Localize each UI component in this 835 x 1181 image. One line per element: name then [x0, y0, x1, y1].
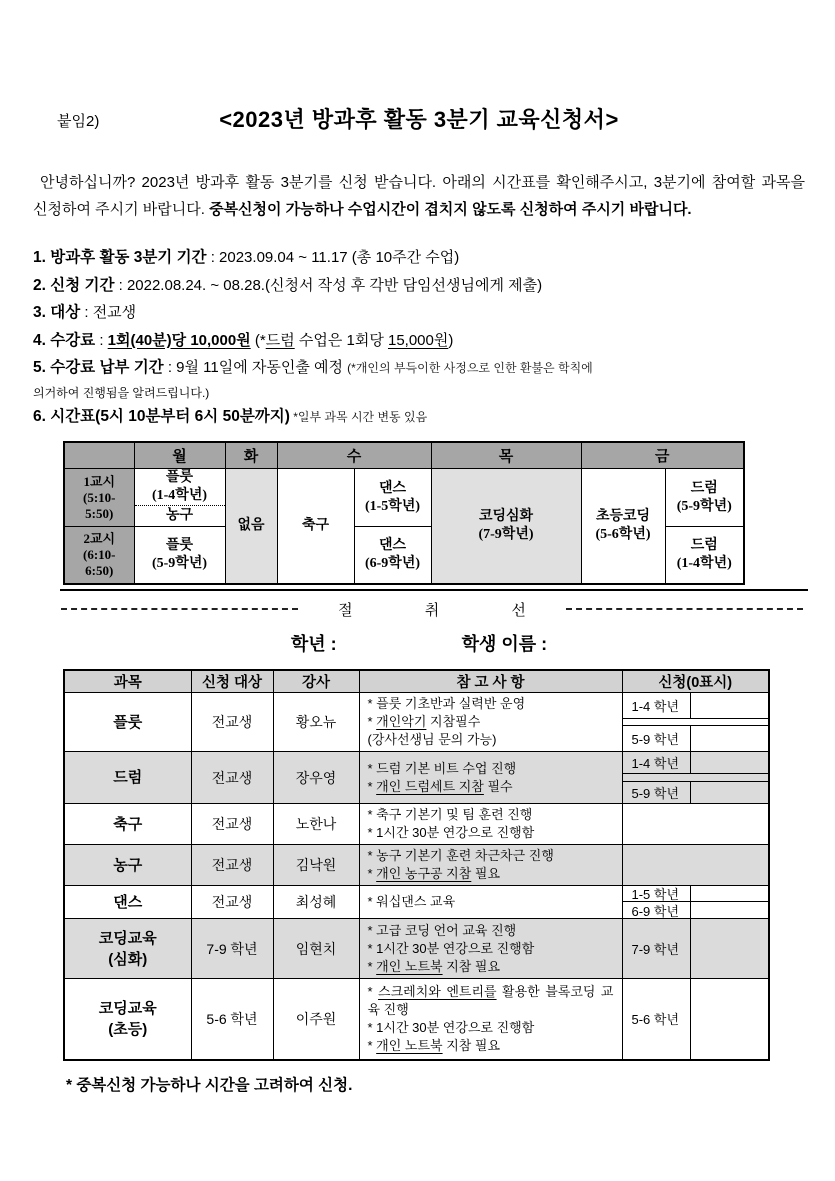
apply-cell-basketball — [622, 845, 769, 886]
cell-dance-6-9: 댄스 (6-9학년) — [354, 527, 431, 584]
cell-wed-soccer: 축구 — [277, 469, 354, 584]
application-table-header — [64, 670, 769, 693]
cell-drum-1-4: 드럼 (1-4학년) — [665, 527, 744, 584]
row-coding-elementary: 코딩교육 (초등) 5-6 학년 이주원 * 스크레치와 엔트리를 활용한 블록코딩 교육 진행 * 1시간 30분 연강으로 진행함 * 개인 노트북 지참 필요 5-6 학년 — [64, 979, 769, 1060]
apply-row-drum-5-9: 5-9 학년 — [623, 781, 769, 803]
notes-dance: * 워십댄스 교육 — [359, 886, 622, 919]
cell-fri-coding-elem: 초등코딩 (5-6학년) — [581, 469, 665, 584]
info-list — [33, 244, 805, 431]
info-item-target: 3. 대상 : 전교생 — [33, 304, 137, 321]
apply-checkbox-dance-6-9 — [691, 902, 769, 918]
cut-line-label: 절 취 선 — [338, 601, 560, 619]
timetable — [63, 441, 745, 585]
apply-row-dance-1-5: 1-5 학년 — [623, 886, 769, 902]
apply-cell-coding-advanced — [622, 919, 769, 979]
apply-cell-drum — [622, 752, 769, 804]
col-header-notes: 참 고 사 항 — [359, 670, 622, 693]
cell-dance-1-5: 댄스 (1-5학년) — [354, 469, 431, 527]
info-item-apply-period: 2. 신청 기간 : 2022.08.24. ~ 08.28.(신청서 작성 후 각반 담임선생님에게 제출) — [33, 276, 543, 294]
grade-field-label: 학년 : — [290, 633, 337, 654]
notes-coding-advanced: * 고급 코딩 언어 교육 진행 * 1시간 30분 연강으로 진행함 * 개인 노트북 지참 필요 — [359, 919, 622, 979]
apply-checkbox-drum-5-9 — [691, 782, 769, 803]
day-header-fri: 금 — [581, 442, 744, 469]
name-line — [33, 630, 805, 656]
cell-thu-coding-adv: 코딩심화 (7-9학년) — [431, 469, 581, 584]
cell-tue-none: 없음 — [225, 469, 277, 584]
row-drum: 드럼 전교생 장우영 * 드럼 기본 비트 수업 진행 * 개인 드럼세트 지참 필수 1-4 학년 5-9 학년 — [64, 752, 769, 804]
row-basketball: 농구 전교생 김낙원 * 농구 기본기 훈련 차근차근 진행 * 개인 농구공 지참 필요 — [64, 845, 769, 886]
apply-cell-coding-elementary — [622, 979, 769, 1060]
apply-row-drum-1-4: 1-4 학년 — [623, 752, 769, 774]
cell-flute-1-4: 플룻 (1-4학년) — [135, 469, 225, 506]
col-header-subject: 과목 — [64, 670, 191, 693]
cell-flute-5-9: 플룻 (5-9학년) — [134, 527, 225, 584]
intro-text: 안녕하십니까? 2023년 방과후 활동 3분기를 신청 받습니다. 아래의 시간표를 확인해주시고, 3분기에 참여할 과목을 신청하여 주시기 바랍니다. — [33, 174, 805, 218]
timetable-period1-row — [64, 469, 744, 527]
col-header-apply: 신청(0표시) — [622, 670, 769, 693]
apply-row-flute-5-9: 5-9 학년 — [623, 725, 769, 751]
apply-row-coding-elementary: 5-6 학년 — [623, 979, 769, 1059]
apply-cell-soccer — [622, 804, 769, 845]
notes-soccer: * 축구 기본기 및 팀 훈련 진행 * 1시간 30분 연강으로 진행함 — [359, 804, 622, 845]
page-title: <2023년 방과후 활동 3분기 교육신청서> — [219, 107, 619, 132]
notes-coding-elementary: * 스크레치와 엔트리를 활용한 블록코딩 교육 진행 * 1시간 30분 연강으로 진행함 * 개인 노트북 지참 필요 — [359, 979, 622, 1060]
day-header-thu: 목 — [431, 442, 581, 469]
apply-checkbox-dance-1-5 — [691, 886, 769, 901]
apply-checkbox-flute-5-9 — [691, 726, 769, 751]
apply-checkbox-drum-1-4 — [691, 752, 769, 773]
info-item-period: 1. 방과후 활동 3분기 기간 : 2023.09.04 ~ 11.17 (총 10주간 수업) — [33, 249, 460, 266]
apply-checkbox-flute-1-4 — [691, 693, 769, 718]
apply-row-flute-1-4: 1-4 학년 — [623, 693, 769, 719]
application-table — [63, 669, 770, 1061]
student-name-field-label: 학생 이름 : — [461, 633, 548, 654]
day-header-tue: 화 — [225, 442, 277, 469]
intro-text-bold: 중복신청이 가능하나 수업시간이 겹치지 않도록 신청하여 주시기 바랍니다. — [209, 201, 692, 218]
cell-mon-period1 — [134, 469, 225, 527]
timetable-corner-cell — [64, 442, 134, 469]
notes-basketball: * 농구 기본기 훈련 차근차근 진행 * 개인 농구공 지참 필요 — [359, 845, 622, 886]
day-header-mon: 월 — [134, 442, 225, 469]
col-header-target: 신청 대상 — [191, 670, 273, 693]
cut-line-dashes-right — [566, 608, 803, 610]
cut-line — [61, 599, 803, 620]
row-flute: 플룻 전교생 황오뉴 * 플룻 기초반과 실력반 운영 * 개인악기 지참필수 (강사선생님 문의 가능) 1-4 학년 5-9 학년 — [64, 693, 769, 752]
cell-basketball: 농구 — [165, 508, 194, 523]
row-coding-advanced: 코딩교육 (심화) 7-9 학년 임현치 * 고급 코딩 언어 교육 진행 * 1시간 30분 연강으로 진행함 * 개인 노트북 지참 필요 7-9 학년 — [64, 919, 769, 979]
period2-label: 2교시 (6:10- 6:50) — [64, 527, 134, 584]
row-soccer: 축구 전교생 노한나 * 축구 기본기 및 팀 훈련 진행 * 1시간 30분 연강으로 진행함 — [64, 804, 769, 845]
info-item-fee: 4. 수강료 : 1회(40분)당 10,000원 (*드럼 수업은 1회당 15,000원) — [33, 331, 454, 349]
cut-line-dashes-left — [61, 608, 298, 610]
attachment-label: 붙임2) — [57, 113, 100, 130]
row-dance: 댄스 전교생 최성혜 * 워십댄스 교육 1-5 학년 6-9 학년 — [64, 886, 769, 919]
timetable-underline — [60, 589, 808, 591]
apply-cell-flute — [622, 693, 769, 752]
apply-checkbox-coding-elementary — [691, 979, 769, 1059]
apply-checkbox-coding-advanced — [691, 919, 769, 978]
info-item-payment: 5. 수강료 납부 기간 : 9월 11일에 자동인출 예정 (*개인의 부득이한 사정으로 인한 환불은 학칙에 의거하여 진행됨을 알려드립니다.) — [33, 359, 593, 400]
col-header-teacher: 강사 — [273, 670, 359, 693]
document-header — [33, 103, 805, 135]
timetable-header-row — [64, 442, 744, 469]
apply-cell-dance — [622, 886, 769, 919]
apply-row-dance-6-9: 6-9 학년 — [623, 902, 769, 918]
period1-label: 1교시 (5:10- 5:50) — [64, 469, 134, 527]
notes-flute: * 플룻 기초반과 실력반 운영 * 개인악기 지참필수 (강사선생님 문의 가능) — [359, 693, 622, 752]
intro-paragraph — [33, 169, 805, 223]
apply-row-coding-advanced: 7-9 학년 — [623, 919, 769, 978]
day-header-wed: 수 — [277, 442, 431, 469]
info-item-timetable: 6. 시간표(5시 10분부터 6시 50분까지) *일부 과목 시간 변동 있음 — [33, 407, 428, 425]
notes-drum: * 드럼 기본 비트 수업 진행 * 개인 드럼세트 지참 필수 — [359, 752, 622, 804]
cell-drum-5-9: 드럼 (5-9학년) — [665, 469, 744, 527]
footer-note: * 중복신청 가능하나 시간을 고려하여 신청. — [66, 1076, 353, 1094]
